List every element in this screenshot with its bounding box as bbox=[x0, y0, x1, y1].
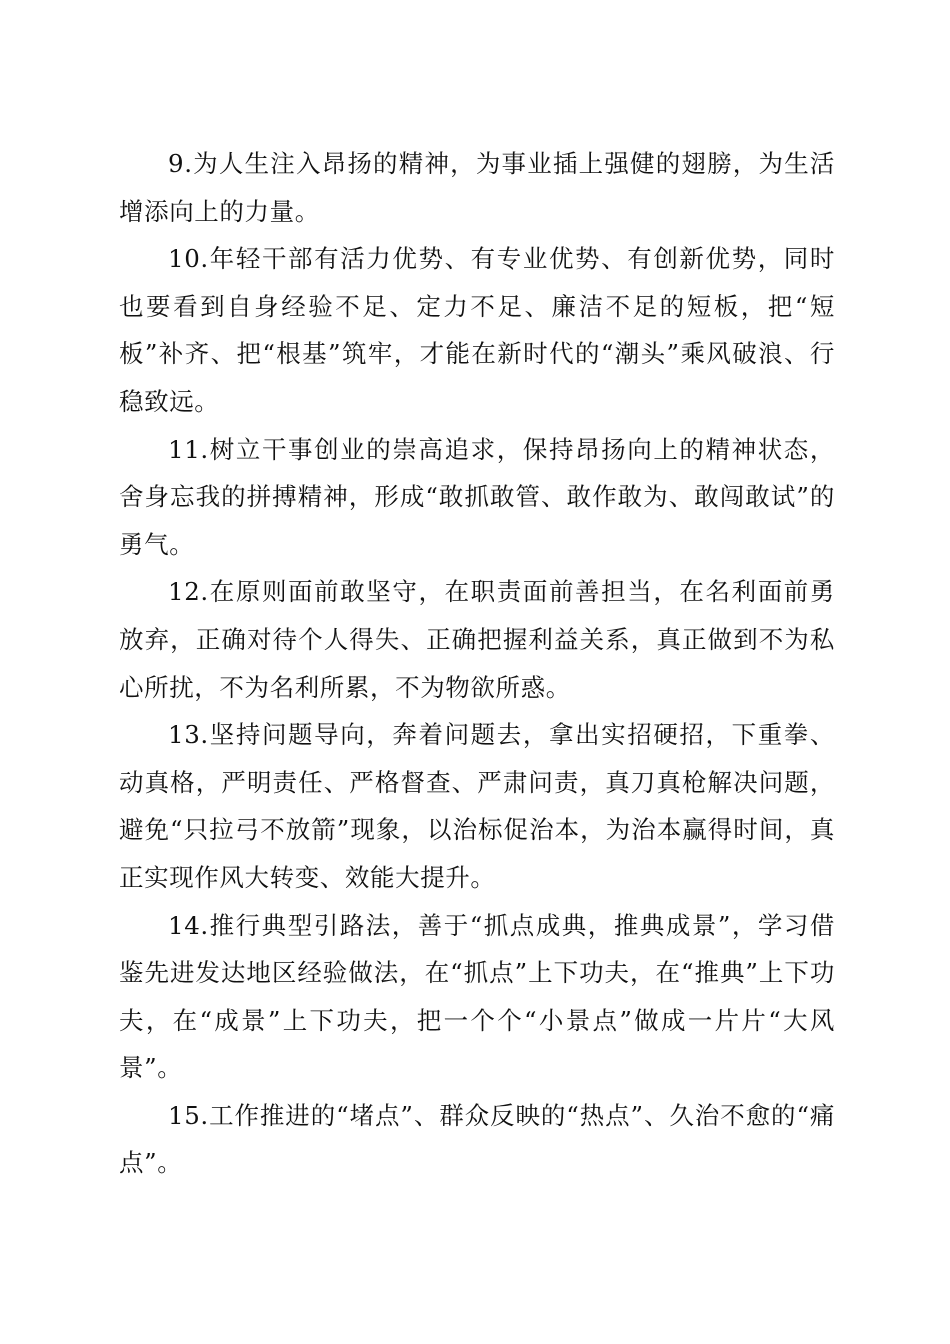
document-body bbox=[119, 140, 835, 1187]
paragraph-11: 11.树立干事创业的崇高追求，保持昂扬向上的精神状态，舍身忘我的拼搏精神，形成“敢抓敢管、敢作敢为、敢闯敢试”的勇气。 bbox=[119, 434, 835, 559]
paragraph-12: 12.在原则面前敢坚守，在职责面前善担当，在名利面前勇放弃，正确对待个人得失、正确把握利益关系，真正做到不为私心所扰，不为名利所累，不为物欲所惑。 bbox=[119, 577, 835, 702]
paragraph-15: 15.工作推进的“堵点”、群众反映的“热点”、久治不愈的“痛点”。 bbox=[119, 1100, 835, 1178]
paragraph-13: 13.坚持问题导向，奔着问题去，拿出实招硬招，下重拳、动真格，严明责任、严格督查、严肃问责，真刀真枪解决问题，避免“只拉弓不放箭”现象，以治标促治本，为治本赢得时间，真正实现作风大转变、效能大提升。 bbox=[119, 720, 835, 892]
paragraph-9: 9.为人生注入昂扬的精神，为事业插上强健的翅膀，为生活增添向上的力量。 bbox=[119, 149, 835, 226]
paragraph-10: 10.年轻干部有活力优势、有专业优势、有创新优势，同时也要看到自身经验不足、定力不足、廉洁不足的短板，把“短板”补齐、把“根基”筑牢，才能在新时代的“潮头”乘风破浪、行稳致远。 bbox=[119, 244, 835, 416]
paragraph-14: 14.推行典型引路法，善于“抓点成典，推典成景”，学习借鉴先进发达地区经验做法，在“抓点”上下功夫，在“推典”上下功夫，在“成景”上下功夫，把一个个“小景点”做成一片片“大风景”。 bbox=[119, 910, 835, 1083]
